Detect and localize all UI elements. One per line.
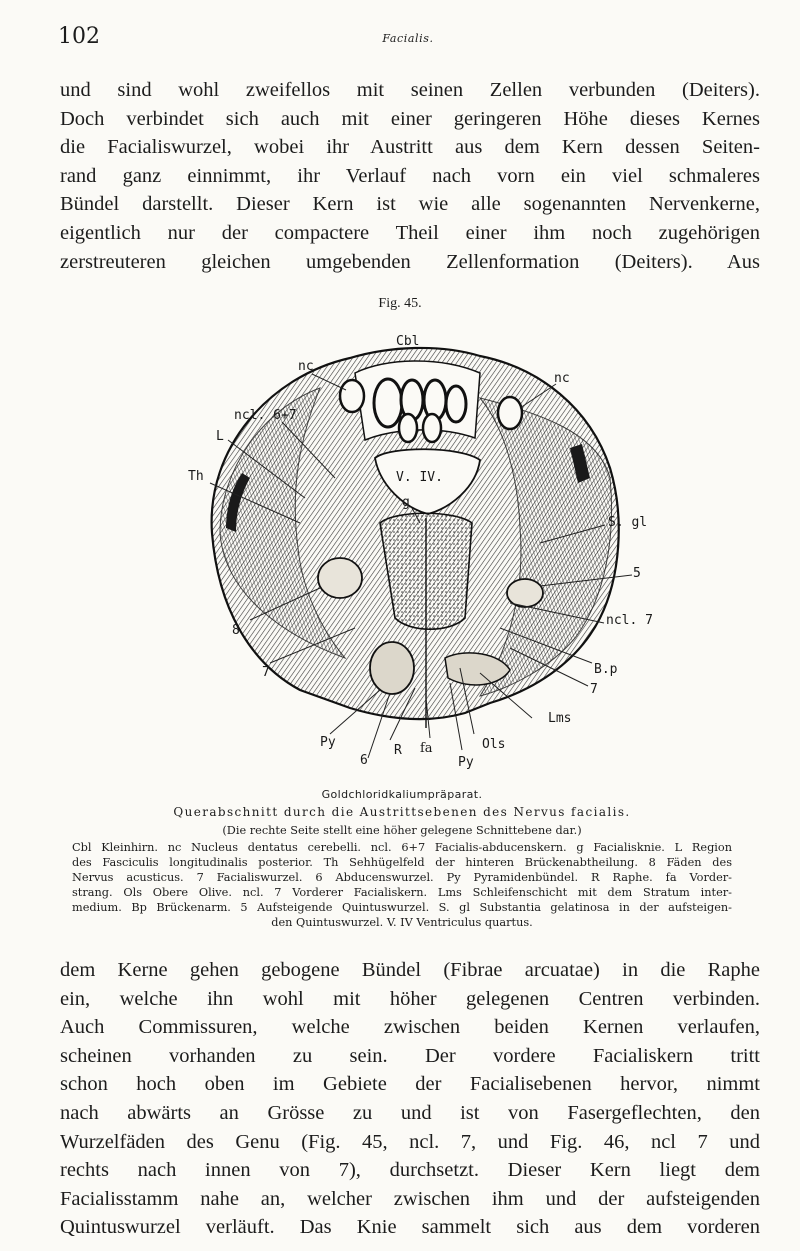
label-cbl: Cbl <box>396 334 420 349</box>
label-8: 8 <box>232 623 240 638</box>
label-v4: V. IV. <box>396 470 443 485</box>
text-line: Bündel darstellt. Dieser Kern ist wie alle sogenannten Nervenkerne, <box>60 193 760 216</box>
running-head <box>58 24 758 54</box>
label-nc-right: nc <box>554 371 570 386</box>
label-lms: Lms <box>548 711 572 726</box>
text-line: eigentlich nur der compactere Theil einer ihm noch zugehörigen <box>60 221 760 244</box>
legend-line: medium. Bp Brückenarm. 5 Aufsteigende Quintuswurzel. S. gl Substantia gelatinosa in der aufsteigen- <box>72 901 732 914</box>
label-bp: B.p <box>594 662 618 677</box>
label-L: L <box>216 429 224 444</box>
figure-preparation-note: Goldchloridkaliumpräparat. <box>321 788 483 801</box>
text-line: Auch Commissuren, welche zwischen beiden Kernen verlaufen, <box>60 1016 760 1039</box>
text-line: Doch verbindet sich auch mit einer geringeren Höhe dieses Kernes <box>60 107 760 130</box>
legend-line: Nervus acusticus. 7 Facialiswurzel. 6 Abducenswurzel. Py Pyramidenbündel. R Raphe. fa Vorder- <box>72 871 732 884</box>
text-line: dem Kerne gehen gebogene Bündel (Fibrae arcuatae) in die Raphe <box>60 959 760 981</box>
text-line: Quintuswurzel verläuft. Das Knie sammelt sich aus dem vorderen <box>60 1216 760 1239</box>
text-line: Facialisstamm nahe an, welcher zwischen ihm und der aufsteigenden <box>60 1187 760 1210</box>
text-line: rand ganz einnimmt, ihr Verlauf nach vorn ein viel schmaleres <box>60 164 760 187</box>
text-line: scheinen vorhanden zu sein. Der vordere Facialiskern tritt <box>60 1044 760 1067</box>
label-6: 6 <box>360 753 368 768</box>
page-number: 102 <box>58 24 100 49</box>
paragraph-bottom <box>60 956 760 1242</box>
brainstem-section-figure <box>180 318 670 778</box>
text-line: ein, welche ihn wohl mit höher gelegenen Centren verbinden. <box>60 987 760 1010</box>
text-line: nach abwärts an Grösse zu und ist von Fasergeflechten, den <box>60 1101 760 1124</box>
label-Th: Th <box>188 469 204 484</box>
legend-line: des Fasciculis longitudinalis posterior. Th Sehhügelfeld der hinteren Brückenabtheilung. 8 Fäden des <box>72 856 732 869</box>
figure-caption-title: Querabschnitt durch die Austrittsebenen des Nervus facialis. <box>173 805 631 819</box>
label-py-right: Py <box>458 755 474 770</box>
figure-legend <box>72 840 732 930</box>
label-7-right: 7 <box>590 682 598 697</box>
label-ncl67: ncl. 6+7 <box>234 408 297 423</box>
paragraph-top <box>60 76 760 276</box>
label-ncl7: ncl. 7 <box>606 613 653 628</box>
figure-caption-note: (Die rechte Seite stellt eine höher gelegene Schnittebene dar.) <box>222 824 582 837</box>
label-sgl: S. gl <box>608 515 648 530</box>
legend-line: den Quintuswurzel. V. IV Ventriculus quartus. <box>271 916 533 929</box>
label-g: g <box>402 495 410 510</box>
label-7-left: 7 <box>262 665 270 680</box>
running-title: Facialis. <box>382 32 434 45</box>
label-fa: fa <box>420 741 433 756</box>
text-line: zerstreuteren gleichen umgebenden Zellenformation (Deiters). Aus <box>60 250 760 273</box>
label-R: R <box>394 743 402 758</box>
figure-label: Fig. 45. <box>378 296 422 311</box>
text-line: und sind wohl zweifellos mit seinen Zellen verbunden (Deiters). <box>60 79 760 101</box>
text-line: die Facialiswurzel, wobei ihr Austritt aus dem Kern dessen Seiten- <box>60 136 760 159</box>
legend-line: strang. Ols Obere Olive. ncl. 7 Vorderer Facialiskern. Lms Schleifenschicht mit dem Stratum inter- <box>72 886 732 899</box>
text-line: schon hoch oben im Gebiete der Facialisebenen hervor, nimmt <box>60 1073 760 1096</box>
label-ols: Ols <box>482 737 506 752</box>
text-line: Wurzelfäden des Genu (Fig. 45, ncl. 7, und Fig. 46, ncl 7 und <box>60 1130 760 1153</box>
label-py-left: Py <box>320 735 336 750</box>
label-nc-left: nc <box>298 359 314 374</box>
label-5: 5 <box>633 566 641 581</box>
text-line: rechts nach innen von 7), durchsetzt. Dieser Kern liegt dem <box>60 1159 760 1182</box>
figure-drawing <box>180 318 670 778</box>
legend-line: Cbl Kleinhirn. nc Nucleus dentatus cerebelli. ncl. 6+7 Facialis-abducenskern. g Facialisknie. L Region <box>72 841 732 854</box>
